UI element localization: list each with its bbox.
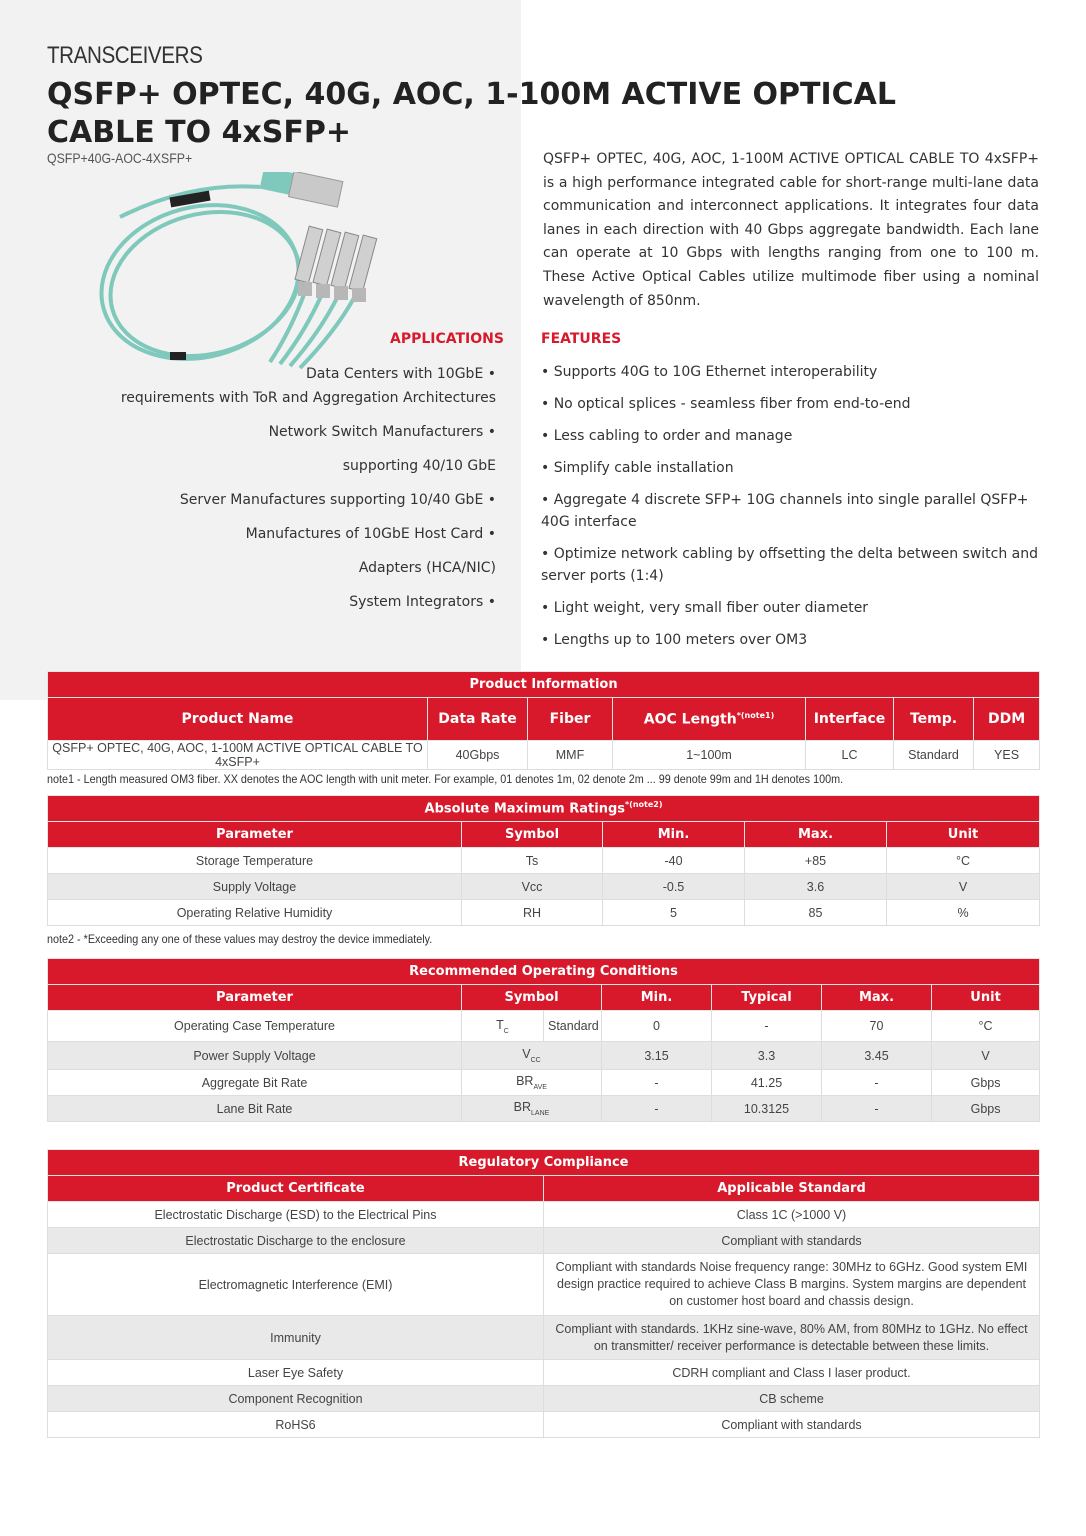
table-cell: 85 [745, 900, 887, 926]
table-cell: Electrostatic Discharge to the enclosure [48, 1228, 544, 1254]
table-row [48, 1412, 1040, 1438]
table-cell: - [602, 1096, 712, 1122]
table-cell: 41.25 [712, 1070, 822, 1096]
column-header: Product Certificate [48, 1176, 544, 1202]
column-header: Unit [887, 822, 1040, 848]
table-row [48, 848, 1040, 874]
product-info-table [47, 671, 1040, 770]
table-cell: 70 [822, 1011, 932, 1042]
table-cell: 0 [602, 1011, 712, 1042]
table-row [48, 1042, 1040, 1070]
table-cell: - [822, 1070, 932, 1096]
column-header: Unit [932, 985, 1040, 1011]
column-header: Data Rate [428, 698, 528, 741]
features-list [541, 361, 1039, 661]
table-cell: $T_C$ [462, 1011, 544, 1042]
table-row [48, 1316, 1040, 1360]
table-caption: Recommended Operating Conditions [48, 959, 1040, 985]
table-cell: 3.3 [712, 1042, 822, 1070]
list-item: • Lengths up to 100 meters over OM3 [541, 632, 808, 648]
table-cell: YES [974, 741, 1040, 770]
column-header: Product Name [48, 698, 428, 741]
category-label: TRANSCEIVERS [47, 42, 203, 69]
list-item: • Light weight, very small fiber outer diameter [541, 600, 869, 616]
table-cell: $BR_{AVE}$ [462, 1070, 602, 1096]
table-cell: Immunity [48, 1316, 544, 1360]
table-cell: Standard [544, 1011, 602, 1042]
column-header: Max. [822, 985, 932, 1011]
table-cell: RH [462, 900, 603, 926]
table-cell: Storage Temperature [48, 848, 462, 874]
column-header: Fiber [528, 698, 613, 741]
product-sku: QSFP+40G-AOC-4XSFP+ [47, 150, 193, 166]
table-cell: Electromagnetic Interference (EMI) [48, 1254, 544, 1316]
table-cell: Power Supply Voltage [48, 1042, 462, 1070]
table-cell: - [712, 1011, 822, 1042]
applications-list [36, 362, 496, 624]
column-header: Parameter [48, 985, 462, 1011]
table-cell: - [822, 1096, 932, 1122]
table-caption: Product Information [48, 672, 1040, 698]
footnote: note2 - *Exceeding any one of these values may destroy the device immediately. [47, 932, 433, 946]
column-header: Min. [603, 822, 745, 848]
table-cell: - [602, 1070, 712, 1096]
list-item: • Optimize network cabling by offsetting the delta between switch and server ports (1:4) [541, 546, 1039, 584]
table-cell: Compliant with standards [544, 1412, 1040, 1438]
table-cell: Standard [894, 741, 974, 770]
table-cell: CDRH compliant and Class I laser product. [544, 1360, 1040, 1386]
table-cell: 3.45 [822, 1042, 932, 1070]
table-cell: Supply Voltage [48, 874, 462, 900]
table-cell: LC [806, 741, 894, 770]
list-item: Data Centers with 10GbE • [306, 366, 496, 382]
table-cell: Gbps [932, 1096, 1040, 1122]
column-header: Applicable Standard [544, 1176, 1040, 1202]
table-cell: Laser Eye Safety [48, 1360, 544, 1386]
list-item: • Aggregate 4 discrete SFP+ 10G channels into single parallel QSFP+ 40G interface [541, 492, 1029, 530]
table-cell: Aggregate Bit Rate [48, 1070, 462, 1096]
list-item: Network Switch Manufacturers • [268, 424, 496, 440]
table-cell: % [887, 900, 1040, 926]
table-cell: Operating Case Temperature [48, 1011, 462, 1042]
column-header: Symbol [462, 985, 602, 1011]
regulatory-table [47, 1149, 1040, 1438]
table-row [48, 1011, 1040, 1042]
list-item: • Simplify cable installation [541, 460, 734, 476]
table-row [48, 1202, 1040, 1228]
table-row [48, 1228, 1040, 1254]
table-cell: V [887, 874, 1040, 900]
table-cell: RoHS6 [48, 1412, 544, 1438]
list-item: System Integrators • [349, 594, 496, 610]
table-cell: 10.3125 [712, 1096, 822, 1122]
footnote: note1 - Length measured OM3 fiber. XX denotes the AOC length with unit meter. For example, 01 denotes 1m, 02 denote 2m ... 99 denote 99m and 1H denotes 100m. [47, 772, 844, 786]
table-cell: $V_{CC}$ [462, 1042, 602, 1070]
list-item: • Less cabling to order and manage [541, 428, 793, 444]
table-cell: $BR_{LANE}$ [462, 1096, 602, 1122]
column-header: Typical [712, 985, 822, 1011]
features-heading: FEATURES [541, 331, 622, 347]
table-cell: Component Recognition [48, 1386, 544, 1412]
table-row [48, 900, 1040, 926]
table-cell: Gbps [932, 1070, 1040, 1096]
column-header: Parameter [48, 822, 462, 848]
list-item: Adapters (HCA/NIC) [358, 560, 496, 576]
table-cell: 40Gbps [428, 741, 528, 770]
applications-heading: APPLICATIONS [390, 331, 504, 347]
table-row [48, 1096, 1040, 1122]
table-cell: Compliant with standards Noise frequency range: 30MHz to 6GHz. Good system EMI design practice required to achieve Class B margins. System margins are dependent on customer host board and chassis design. [544, 1254, 1040, 1316]
list-item: Manufactures of 10GbE Host Card • [245, 526, 496, 542]
table-cell: Compliant with standards. 1KHz sine-wave, 80% AM, from 80MHz to 1GHz. No effect on transmitter/ receiver performance is detectable between these limits. [544, 1316, 1040, 1360]
table-row [48, 874, 1040, 900]
column-header: Min. [602, 985, 712, 1011]
recommended-operating-table [47, 958, 1040, 1122]
table-row [48, 1070, 1040, 1096]
column-header: AOC Length$^{*(note1)}$ [613, 698, 806, 741]
table-cell: -0.5 [603, 874, 745, 900]
table-cell: Compliant with standards [544, 1228, 1040, 1254]
table-cell: Electrostatic Discharge (ESD) to the Electrical Pins [48, 1202, 544, 1228]
table-cell: +85 [745, 848, 887, 874]
list-item: • Supports 40G to 10G Ethernet interoperability [541, 364, 878, 380]
table-cell: °C [887, 848, 1040, 874]
table-cell: Operating Relative Humidity [48, 900, 462, 926]
table-cell: Lane Bit Rate [48, 1096, 462, 1122]
list-item: Server Manufactures supporting 10/40 GbE • [179, 492, 496, 508]
page-title: QSFP+ OPTEC, 40G, AOC, 1-100M ACTIVE OPTICAL CABLE TO 4xSFP+ [47, 77, 896, 150]
list-item: requirements with ToR and Aggregation Architectures [120, 390, 496, 406]
table-row [48, 1386, 1040, 1412]
column-header: Symbol [462, 822, 603, 848]
table-cell: 3.6 [745, 874, 887, 900]
table-cell: 5 [603, 900, 745, 926]
table-caption: Regulatory Compliance [48, 1150, 1040, 1176]
table-cell: CB scheme [544, 1386, 1040, 1412]
table-cell: Class 1C (>1000 V) [544, 1202, 1040, 1228]
list-item: supporting 40/10 GbE [342, 458, 496, 474]
column-header: Max. [745, 822, 887, 848]
table-row [48, 1254, 1040, 1316]
table-cell: °C [932, 1011, 1040, 1042]
table-cell: 3.15 [602, 1042, 712, 1070]
table-cell: Vcc [462, 874, 603, 900]
table-cell: 1~100m [613, 741, 806, 770]
table-cell: Ts [462, 848, 603, 874]
table-row [48, 1360, 1040, 1386]
table-row [48, 741, 1040, 770]
column-header: Temp. [894, 698, 974, 741]
column-header: DDM [974, 698, 1040, 741]
product-description: QSFP+ OPTEC, 40G, AOC, 1-100M ACTIVE OPTICAL CABLE TO 4xSFP+ is a high performance integrated cable for short-range multi-lane data communication and interconnect applications. It integrates four data lanes in each direction with 40 Gbps aggregate bandwidth. Each lane can operate at 10 Gbps with lengths ranging from one to 100 m. These Active Optical Cables utilize multimode fiber using a nominal wavelength of 850nm. [543, 151, 1039, 309]
table-caption: Absolute Maximum Ratings$^{*(note2)}$ [48, 796, 1040, 822]
table-cell: V [932, 1042, 1040, 1070]
table-cell: MMF [528, 741, 613, 770]
list-item: • No optical splices - seamless fiber from end-to-end [541, 396, 911, 412]
column-header: Interface [806, 698, 894, 741]
abs-max-table [47, 795, 1040, 926]
table-cell: -40 [603, 848, 745, 874]
table-cell: QSFP+ OPTEC, 40G, AOC, 1-100M ACTIVE OPTICAL CABLE TO 4xSFP+ [48, 741, 428, 770]
